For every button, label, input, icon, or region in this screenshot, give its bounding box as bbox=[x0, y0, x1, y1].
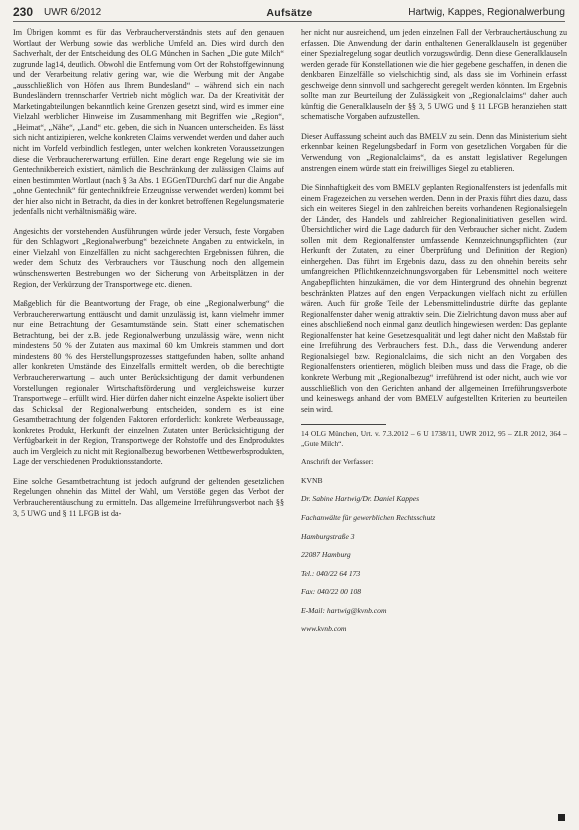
address-website: www.kvnb.com bbox=[301, 624, 347, 634]
right-column bbox=[301, 28, 567, 643]
paragraph: Maßgeblich für die Beantwortung der Frage, ob eine „Regionalwerbung“ die Verbrauchererwartung enttäuscht und damit unzulässig ist, kann vielmehr immer nur eine Betrachtung der Gesamtumstände sein. Statt einer schematischen Betrachtung, bei der z.B. jede Regionalwerbung unzulässig wäre, wenn nicht mindestens 50 % der Zutaten aus maximal 60 km Umkreis stammen und dort mindestens 80 % des Herstellungsprozesses stattgefunden haben, sollte anhand aller konkreten Umstände des Einzelfalls ermittelt werden, ob die berechtigte Verbrauchererwartung – auch unter Berücksichtigung der damit verbundenen Vorstellungen regionaler Wirtschaftsförderung und vergleichsweise kurzer Transportwege – erfüllt wird. Hier dürfen daher nicht einzelne Aspekte isoliert über das Schicksal der Regionalwerbung entscheiden, sondern es ist eine Gesamtbetrachtung der folgenden Faktoren erforderlich: konkrete Werbeaussage, konkretes Produkt, Herkunft der einzelnen Zutaten unter Berücksichtigung der Verfügbarkeit in der Region, Transportwege der Rohstoffe und des Endproduktes auch im Vergleich zu nicht mit Regionalbezug beworbenen Wettbewerbsprodukten, Lage der verschiedenen Produktionsstandorte. bbox=[13, 299, 284, 467]
paragraph: Im Übrigen kommt es für das Verbraucherverständnis stets auf den genauen Wortlaut der Werbung sowie das werbliche Umfeld an. Dies wird durch den Sachverhalt, der der Entscheidung des OLG München in Sachen „Die gute Milch“ zugrunde lag14, deutlich. Obwohl die Entfernung vom Ort der Rohstoffgewinnung und der Verarbeitung relativ gering war, wie die Werbung mit der Angabe „ausschließlich von Höfen aus Ihrem Bundesland“ – während sich ein nach Bundesländern trennscharfer Vertrieb nicht möglich war. Da der Kreativität der Marketingabteilungen bekanntlich keine Grenzen gesetzt sind, wird es immer eine Vielzahl werblicher Hinweise im Zusammenhang mit Begriffen wie „Region“, „Heimat“, „Nähe“, „Land“ etc. geben, die sich in Nuancen unterscheiden. Es lässt sich nicht antizipieren, welche konkreten Claims verwendet werden und daher auch nicht im Vorfeld verbindlich festlegen, unter welchen konkreten Voraussetzungen diese die Verbrauchererwartung erfüllen. Eine derart enge Regelung wie sie im Gentechnikbereich existiert, nämlich die Beschränkung der zulässigen Claims auf einen bestimmten Wortlaut (nach § 3a Abs. 1 EGGenTDurchG darf nur die Angabe „ohne Gentechnik“ für gentechnikfreie Erzeugnisse verwendet werden) kommt bei der hier also nicht in Betracht, da dies in der konkret betroffenen Regelungsmaterie jedenfalls nicht verhältnismäßig wäre. bbox=[13, 28, 284, 217]
paragraph: Angesichts der vorstehenden Ausführungen würde jeder Versuch, feste Vorgaben für den Schlagwort „Regionalwerbung“ bezeichnete Angaben zu entwickeln, in einer Vielzahl von Einzelfällen zu nicht sachgerechten Ergebnissen führen, die weder dem Schutz des Verbrauchers vor Täuschung noch den allgemein wünschenswerten Bestrebungen wo der Sicherung von Arbeitsplätzen in der Region, der Verkürzung der Transportwege etc. dienen. bbox=[13, 226, 284, 289]
paragraph: Eine solche Gesamtbetrachtung ist jedoch aufgrund der geltenden gesetzlichen Regelungen ohnehin das Mittel der Wahl, um Verstöße gegen das Verbot der Verbraucherentäuschung zu ermitteln. Das allgemeine Irreführungsverbot nach §§ 3, 5 UWG und § 11 LFGB ist da- bbox=[13, 476, 284, 518]
left-column bbox=[13, 28, 284, 528]
address-email: E-Mail: hartwig@kvnb.com bbox=[301, 605, 387, 615]
address-city: 22087 Hamburg bbox=[301, 550, 351, 560]
address-firm: KVNB bbox=[301, 475, 323, 485]
address-fax: Fax: 040/22 00 108 bbox=[301, 587, 362, 597]
address-title: Fachanwälte für gewerblichen Rechtsschutz bbox=[301, 512, 436, 522]
address-street: Hamburgstraße 3 bbox=[301, 531, 355, 541]
running-authors: Hartwig, Kappes, Regionalwerbung bbox=[408, 7, 565, 18]
section-title: Aufsätze bbox=[266, 7, 313, 19]
end-of-article-marker bbox=[558, 814, 565, 821]
paragraph: her nicht nur ausreichend, um jeden einzelnen Fall der Verbrauchertäuschung zu erfassen. Die Anwendung der darin enthaltenen Generalklauseln ist gegenüber einer Spezialregelung sogar deutlich vorzugswürdig. Denn diese Generalklauseln werden gerade für Konstellationen wie die hier gegebene geschaffen, in denen die denkbaren Einzelfälle so vielschichtig sind, als dass sie im Vorhinein erfasst geschweige denn sinnvoll und sachgerecht geregelt werden könnten. Im Ergebnis sollte man zur Beurteilung der Zulässigkeit von „Regionalclaims“ daher auch künftig die Generalklauseln der §§ 3, 5 UWG und § 11 LFGB heranziehen statt schematische Vorgaben aufzustellen. bbox=[301, 28, 567, 122]
address-phone: Tel.: 040/22 64 173 bbox=[301, 568, 361, 578]
footnote: 14 OLG München, Urt. v. 7.3.2012 – 6 U 1738/11, UWR 2012, 95 – ZLR 2012, 364 – „Gute Milch“. bbox=[301, 429, 567, 448]
address-heading: Anschrift der Verfasser: bbox=[301, 457, 374, 467]
journal-issue: UWR 6/2012 bbox=[44, 7, 102, 18]
footnote-rule bbox=[301, 424, 386, 425]
page-header bbox=[0, 0, 579, 26]
paragraph: Dieser Auffassung scheint auch das BMELV zu sein. Denn das Ministerium sieht erkennbar keinen Regelungsbedarf in Form von gesetzlichen Vorgaben für die Verwendung von „Regionalclaims“, da es anstatt legislativer Regelungen anstrengen einem würde statt ein freiwilliges Siegel zu etablieren. bbox=[301, 131, 567, 173]
paragraph: Die Sinnhaftigkeit des vom BMELV geplanten Regionalfensters ist jedenfalls mit einem Fragezeichen zu versehen werden. Denn in der Praxis führt dies dazu, dass sich ein weiteres Siegel in den zahlreichen bereits vorhandenen Regionalsiegeln der Länder, des Handels und zahlreicher Regionalinitiativen gesellen wird. Übersichtlicher wird die Lage dadurch für den Verbraucher sicher nicht. Zudem sollen mit dem Regionalfenster umfassende Kennzeichnungspflichten (zur Herkunft der Zutaten, zu einer Überprüfung und Definition der Region) einhergehen. Das führt im Ergebnis dazu, dass zu den ohnehin bereits sehr umfangreichen Pflichtkennzeichnungsvorgaben für Lebensmittel noch weitere Angabepflichten hinzukämen, die vor dem Hintergrund des ohnehin begrenzt beschränkten Platzes auf den engen Verpackungen vielfach nicht zu erfüllen wären. Auch für große Teile der Lebensmittelindustrie dürfte das geplante Regionalfenster daher wenig attraktiv sein. Die Zielrichtung davon muss aber auf eines abschließend noch einmal ganz deutlich hingewiesen werden: Das geplante Regionalfenster hat keine Gesetzesqualität und legt daher nicht den Maßstab für eine Irreführung des Verbrauchers fest. D.h., dass die Verwendung anderer Regionalsiegel bzw. Regionalclaims, die sich nicht an den Vorgaben des Regionalfensters orientieren, möglich bleiben muss und dass die Frage, ob die konkrete Werbung mit „Regionalbezug“ irreführend ist oder nicht, auch wie vor ausschließlich von den Gerichten anhand der allgemeinen Irreführungsverbote und keineswegs anhand der vom BMELV aufgestellten Kriterien zu beurteilen sein wird. bbox=[301, 183, 567, 414]
address-names: Dr. Sabine Hartwig/Dr. Daniel Kappes bbox=[301, 494, 420, 504]
header-rule bbox=[13, 21, 565, 22]
page-number: 230 bbox=[13, 5, 34, 19]
author-address bbox=[301, 457, 567, 634]
